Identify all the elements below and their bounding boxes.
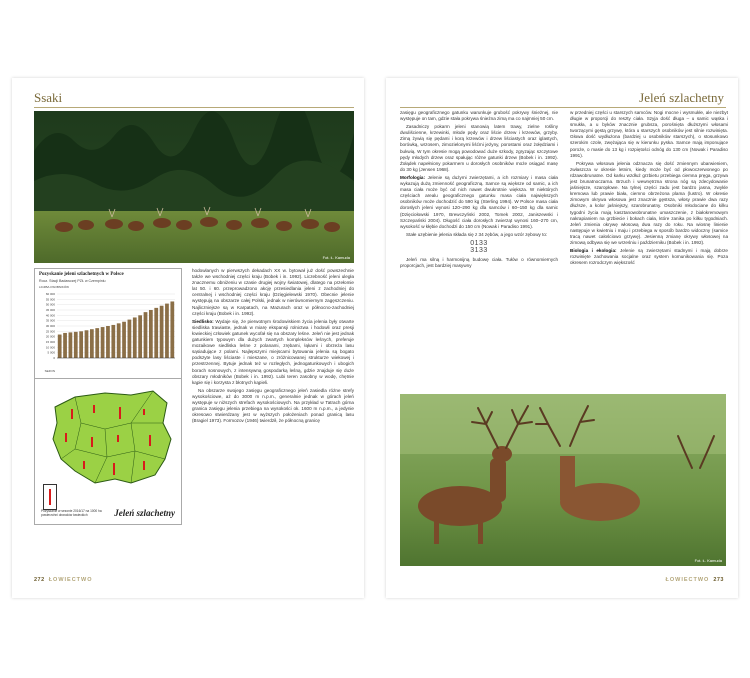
chart-bar xyxy=(154,308,158,358)
chart-bar xyxy=(106,326,110,358)
paragraph-morphology xyxy=(400,175,558,230)
map-species-name: Jeleń szlachetny xyxy=(114,508,175,518)
chart-ylabel: LICZBA OSOBNIKÓW xyxy=(39,285,70,289)
page-number: 273 xyxy=(713,577,724,583)
header-rule xyxy=(400,107,726,108)
paragraph-habitat xyxy=(192,319,354,386)
chart-bar xyxy=(122,322,126,358)
chart-ytick-label: 35 000 xyxy=(45,318,55,323)
magazine-name: ŁOWIECTWO xyxy=(48,577,93,583)
formula-top: 0133 xyxy=(470,239,488,247)
header-rule xyxy=(34,107,354,108)
chart-title: Pozyskanie jeleni szlachetnych w Polsce xyxy=(39,272,124,277)
chart-bar xyxy=(79,331,83,358)
chart-bar xyxy=(133,317,137,358)
section-title: Ssaki xyxy=(34,90,63,105)
chart-bar xyxy=(117,323,121,358)
chart-ytick-label: 0 xyxy=(53,356,55,360)
chart-ytick-label: 40 000 xyxy=(45,313,55,318)
habitat-lead: Siedlisko: xyxy=(192,318,214,324)
photo-credit: Fot. Ł. Kamuda xyxy=(322,255,350,260)
photo-credit: Fot. Ł. Kamuda xyxy=(694,558,722,563)
chart-subtitle: Rocz. Stacji Badawczej PZŁ w Czempiniu xyxy=(39,279,106,283)
stag-group-photo xyxy=(400,394,726,566)
map-legend xyxy=(43,484,57,510)
chart-bar xyxy=(165,304,169,358)
paragraph: w przedniej części u starszych samców. Nogi mocne i wysmukłe, ale niezbyt długie w proporcji do reszty ciała. Szyja dość długa – u samic wąska i smukła, a u byków znacznie grubsza, porośnięta dłuższymi włosami tworzącymi gęstą grzywę, która u starszych osobników jest silnie rozwinięta. Głowa dość wydłużona (bardziej u osobników starszych), o stosunkowo szerokim czole, zwężająca się w kierunku pyska. Samce mają imponujące poroże, o masie do 13 kg i rozpiętości odnóg do 130 cm (Nowak i Paradiso 1991). xyxy=(570,110,728,158)
paragraph-biology xyxy=(570,248,728,266)
habitat-text: Wydaje się, że pierwotnym środowiskiem życia jelenia były otwarte siedliska trawiaste, jednak w miarę ekspansji rolnictwa i hodowli oraz presji łowieckiej człowiek gatunek wycofał się na obszary leśne. Jeleń nie jest jednak gatunkiem typowym dla dużych zwartych kompleksów leśnych, preferuje mozaikowe siedliska leśne z polanami, zrębami, łąkami i obrzeża lasu sąsiadujące z polami. Najlepszymi miejscami bytowania jelenia są bogato podszyte lasy liściaste i mieszane, o zróżnicowanej strukturze wiekowej i przestrzennej. Bytuje jednak też w rozległych, jednogatunkowych i ubogich borach sosnowych, z intensywną gospodarką leśną, gdzie znajduje się duże obszary młodników (Bobek i in. 1992). Lubi teren zasobny w wodę, chętnie kąpie się i korzysta z błotnych kąpieli. xyxy=(192,318,354,385)
chart-bar xyxy=(111,325,115,358)
section-title: Jeleń szlachetny xyxy=(639,90,724,105)
chart-ytick-label: 15 000 xyxy=(45,340,55,344)
deer-herd-image xyxy=(34,111,354,263)
chart-xlabel: SEZON xyxy=(44,369,55,373)
chart-ytick-label: 5 000 xyxy=(47,350,55,355)
legend-bar xyxy=(49,489,51,505)
deer-herd-photo xyxy=(34,111,354,263)
paragraph: Stałe uzębienie jelenia składa się z 34 zębów, a jego wzór zębowy to: xyxy=(406,231,548,237)
right-text-column-1 xyxy=(400,110,558,288)
morphology-text: Jelenie są dużymi zwierzętami, a ich rozmiary i masa ciała wykazują dużą zmienność geograficzną. Samce są większe od samic, a ich masa ciała może być od nich nawet dwukrotnie większa. W niektórych częściach arealu geograficznego gatunku masa ciała największych osobników może dochodzić do 590 kg (Sterling 1994). W Polsce masa ciała dorosłych jeleni wynosi 120–290 kg dla samców i 60–150 kg dla samic (Dzięciołowski 1970, Brewczyński 2002, Tomek 2002, Janiszewski i Szczepański 2004). Długość ciała dorosłych zwierząt wynosi 160–270 cm, wysokość w kłębie dochodzi do 150 cm (Nowak i Paradiso 1991). xyxy=(400,174,558,229)
paragraph: hodowlanych w pierwszych dekadach XX w. bytował już dość powszechnie także we wschodniej części kraju (Bobek i in. 1992). Liczebność jeleni uległa znacznemu obniżeniu w czasie drugiej wojny światowej, dlatego na przełomie lat 50. i 60. przeprowadzono akcję przesiedlania jeleni z zachodniej do centralnej i wschodniej części kraju (Dzięgielewski 1970). Obecnie jelenie występują na obszarze całej Polski, jednak w nierównomiernym zagęszczeniu. Najliczniejsze są w Karpatach, na Mazurach oraz w północno-zachodniej części kraju (Bobek i in. 1992). xyxy=(192,268,354,316)
page-footer-right xyxy=(661,577,724,583)
page-footer-left xyxy=(34,577,97,583)
chart-bar xyxy=(170,301,174,358)
morphology-lead: Morfologia: xyxy=(400,174,426,180)
chart-ytick-label: 25 000 xyxy=(45,329,55,334)
right-text-column-2 xyxy=(570,110,728,288)
chart-bar xyxy=(144,312,148,358)
chart-bar xyxy=(74,332,78,358)
chart-bar xyxy=(85,330,89,358)
harvest-bar-chart xyxy=(34,268,182,380)
chart-bar xyxy=(138,315,142,358)
chart-ytick-label: 50 000 xyxy=(45,302,55,307)
paragraph: Jeleń ma silną i harmonijną budowę ciała. Tułów o równomiernych proporcjach, jest bardziej masywny xyxy=(400,256,558,268)
magazine-name: ŁOWIECTWO xyxy=(665,577,710,583)
dental-formula xyxy=(400,240,558,254)
chart-bar xyxy=(90,329,94,358)
left-page xyxy=(12,78,364,598)
chart-ytick-label: 30 000 xyxy=(45,324,55,328)
left-text-column xyxy=(192,268,354,568)
right-page xyxy=(386,78,738,598)
chart-bar xyxy=(63,333,67,358)
chart-bar xyxy=(95,328,99,358)
chart-bar xyxy=(160,306,164,358)
chart-ytick-label: 60 000 xyxy=(45,292,55,296)
map-caption: Pozyskanie w sezonie 2016/17 na 1000 ha powierzchni obwodów łowieckich xyxy=(41,509,102,517)
chart-bar xyxy=(149,310,153,358)
chart-bar xyxy=(128,320,132,358)
chart-plot xyxy=(35,284,181,379)
distribution-map xyxy=(34,378,182,525)
stag-group-image xyxy=(400,394,726,566)
chart-bar xyxy=(69,332,73,358)
paragraph: Zasadniczy pokarm jeleni stanowią latem trawy, zielne rośliny dwuliścienne, krzewinki, młode pędy oraz liście drzew i krzewów, grzyby. Zimą żywią się pędami i korą krzewów i drzew liściastych oraz iglastych, borówką, wrzosem, zimozielonymi liśćmi jeżyny, porostami oraz żołędziami i bukwią. W tym okresie mogą powodować duże szkody, zgryzając szczytowe pędy młodych drzew oraz spałując różne gatunki drzew (Bobek i in. 1992). Żołądek napełniony pokarmem u dorosłych osobników może osiągać masę do 30 kg (Jensen 1968). xyxy=(400,124,558,172)
paragraph: zasięgu geograficznego gatunku warunkuje grubość pokrywy śnieżnej, nie występuje on tam, gdzie stała pokrywa śnieżna zimą ma co najmniej 50 cm. xyxy=(400,110,558,122)
biology-text: Jelenie są zwierzętami stadnymi i mają dobrze rozwinięte zachowania socjalne oraz system komunikowania się. Poza okresem rozrodczym większość xyxy=(570,248,728,266)
chart-bar xyxy=(58,335,62,358)
chart-ytick-label: 20 000 xyxy=(45,334,55,339)
chart-bar xyxy=(101,327,105,358)
chart-ytick-label: 45 000 xyxy=(45,308,55,312)
biology-lead: Biologia i ekologia: xyxy=(570,248,617,254)
paragraph: Na obszarze swojego zasięgu geograficznego jeleń zasiedla różne strefy wysokościowe, aż do 3000 m n.p.m., generalnie jednak w górach jeleń występuje w niższych strefach wysokościowych. Na przykład w Tatrach górna granica zasięgu jelenia przebiega na wysokości ok. 1600 m n.p.m., a jedynie okresowo stwierdzany jest w wyższych położeniach ponad granicą lasu (Bragiel 1973). Formozov (1946) twierdził, że północną granicę xyxy=(192,387,354,424)
page-number: 272 xyxy=(34,577,45,583)
chart-ytick-label: 55 000 xyxy=(45,297,55,302)
chart-ytick-label: 10 000 xyxy=(45,345,55,350)
formula-bottom: 3133 xyxy=(470,246,488,254)
paragraph: Pokrywa włosowa jelenia odznacza się dość zmiennym ubarwieniem, zwłaszcza w okresie letnim, kiedy może być od płowoczerwonego po rdzawobrunatne. Od karku wzdłuż grzbietu przebiega ciemna pręga, grzywa jest brunatnoczarna. Brzuch i wewnętrzna strona nóg są zdecydowanie jaśniejsze, szaropłowe. Na tylnej części zadu jest bardzo jasna, zwykle kremowa lub prawie biała, ciemno obrzeżona plama (lustro). W okresie zimowym okrywa włosowa jest znacznie gęstsza, włosy prawie dwa razy dłuższe, a kolor jaśniejszy, szarobrunatny. Osobniki młodociane do kilku tygodni życia mają kasztanowobrunatne umaszczenie, z białokremowym nakrapianiem na grzbiecie i bokach ciała, które zanika po kilku tygodniach. Jeleń zmienia okrywę włosową dwa razy do roku. Na wiosnę linienie następuje w kwietniu i maju i przebiega w sposób bardzo widoczny (samice tracą nawet całościowo grzywę). Jesienną zmianę okrywy włosowej na zimową odbywa się we wrześniu i październiku (Bobek i in. 1992). xyxy=(570,160,728,245)
